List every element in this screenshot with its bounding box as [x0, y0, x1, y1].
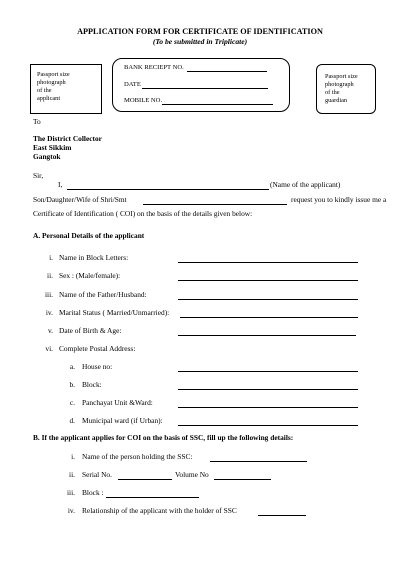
section-a-heading: A. Personal Details of the applicant [33, 231, 145, 240]
photo-label-line: guardian [325, 97, 348, 104]
section-b-heading: B. If the applicant applies for COI on the basis of SSC, fill up the following details: [33, 433, 294, 442]
item-number: v. [47, 326, 53, 335]
photo-label-line: photograph [37, 79, 66, 86]
to-label: To [33, 117, 41, 126]
photo-label-line: photograph [325, 81, 354, 88]
salutation: Sir, [33, 171, 44, 180]
ssc-holder-field[interactable] [210, 461, 307, 462]
addressee-line-3: Gangtok [33, 152, 61, 161]
sub-item-label-block: Block: [82, 380, 102, 389]
sub-item-label-municipal: Municipal ward (if Urban): [82, 416, 163, 425]
form-title: APPLICATION FORM FOR CERTIFICATE OF IDENTIFICATION [77, 27, 323, 36]
sub-item-letter: a. [69, 362, 75, 371]
item-label-address: Complete Postal Address: [59, 344, 136, 353]
item-label-volume: Volume No [175, 470, 209, 479]
photo-label-line: Passport size [325, 73, 358, 80]
item-label-name: Name in Block Letters: [59, 253, 129, 262]
father-husband-field[interactable] [178, 299, 358, 300]
item-label-dob: Date of Birth & Age: [59, 326, 122, 335]
item-label-father: Name of the Father/Husband: [59, 290, 147, 299]
item-number: iii. [44, 290, 53, 299]
applicant-photo-box [30, 64, 102, 114]
block-field[interactable] [178, 389, 358, 390]
photo-label-line: Passport size [37, 71, 70, 78]
mobile-field[interactable] [162, 104, 273, 105]
photo-label-line: of the [325, 89, 340, 96]
bank-receipt-field[interactable] [187, 71, 267, 72]
item-number: i. [71, 452, 75, 461]
bank-date-label: DATE [124, 81, 141, 88]
addressee-line-1: The District Collector [33, 134, 102, 143]
block-letters-name-field[interactable] [178, 262, 358, 263]
ssc-block-field[interactable] [106, 497, 199, 498]
item-number: i. [49, 253, 53, 262]
addressee-line-2: East Sikkim [33, 143, 72, 152]
item-number: iv. [45, 308, 53, 317]
item-number: ii. [47, 271, 53, 280]
sub-item-label-panchayat: Panchayat Unit &Ward: [82, 398, 153, 407]
bank-receipt-label: BANK RECIEPT NO. [124, 64, 184, 71]
item-label-relationship: Relationship of the applicant with the holder of SSC [82, 506, 237, 515]
marital-status-field[interactable] [180, 317, 358, 318]
house-no-field[interactable] [178, 371, 358, 372]
dob-age-field[interactable] [178, 335, 356, 336]
sub-item-label-house: House no: [82, 362, 113, 371]
item-number: iv. [67, 506, 75, 515]
item-label-ssc-block: Block : [82, 488, 104, 497]
applicant-name-field[interactable] [67, 189, 269, 190]
sub-item-letter: b. [69, 380, 75, 389]
volume-no-field[interactable] [214, 479, 271, 480]
intro-request-text: request you to kindly issue me a [291, 195, 387, 204]
photo-label-line: of the [37, 87, 52, 94]
municipal-ward-field[interactable] [178, 425, 358, 426]
item-label-marital: Marital Status ( Married/Unmarried): [59, 308, 170, 317]
item-label-ssc-holder: Name of the person holding the SSC: [82, 452, 193, 461]
intro-last-line: Certificate of Identification ( COI) on the basis of the details given below: [33, 209, 253, 218]
item-label-sex: Sex : (Male/female): [59, 271, 121, 280]
item-label-serial: Serial No. [82, 470, 112, 479]
relationship-field[interactable] [258, 515, 306, 516]
intro-i-label: I, [58, 180, 63, 189]
guardian-photo-box [316, 64, 376, 114]
item-number: vi. [45, 344, 53, 353]
sub-item-letter: d. [69, 416, 75, 425]
intro-name-tail: (Name of the applicant) [270, 180, 341, 189]
mobile-label: MOBILE NO. [124, 97, 163, 104]
photo-label-line: applicant [37, 95, 61, 102]
sex-field[interactable] [178, 280, 358, 281]
serial-no-field[interactable] [118, 479, 172, 480]
intro-son-label: Son/Daughter/Wife of Shri/Smt [33, 195, 127, 204]
bank-date-field[interactable] [142, 88, 268, 89]
panchayat-ward-field[interactable] [178, 407, 358, 408]
parent-name-field[interactable] [143, 204, 287, 205]
form-subtitle: (To be submitted in Triplicate) [152, 37, 248, 46]
sub-item-letter: c. [69, 398, 75, 407]
item-number: iii. [66, 488, 75, 497]
item-number: ii. [69, 470, 75, 479]
